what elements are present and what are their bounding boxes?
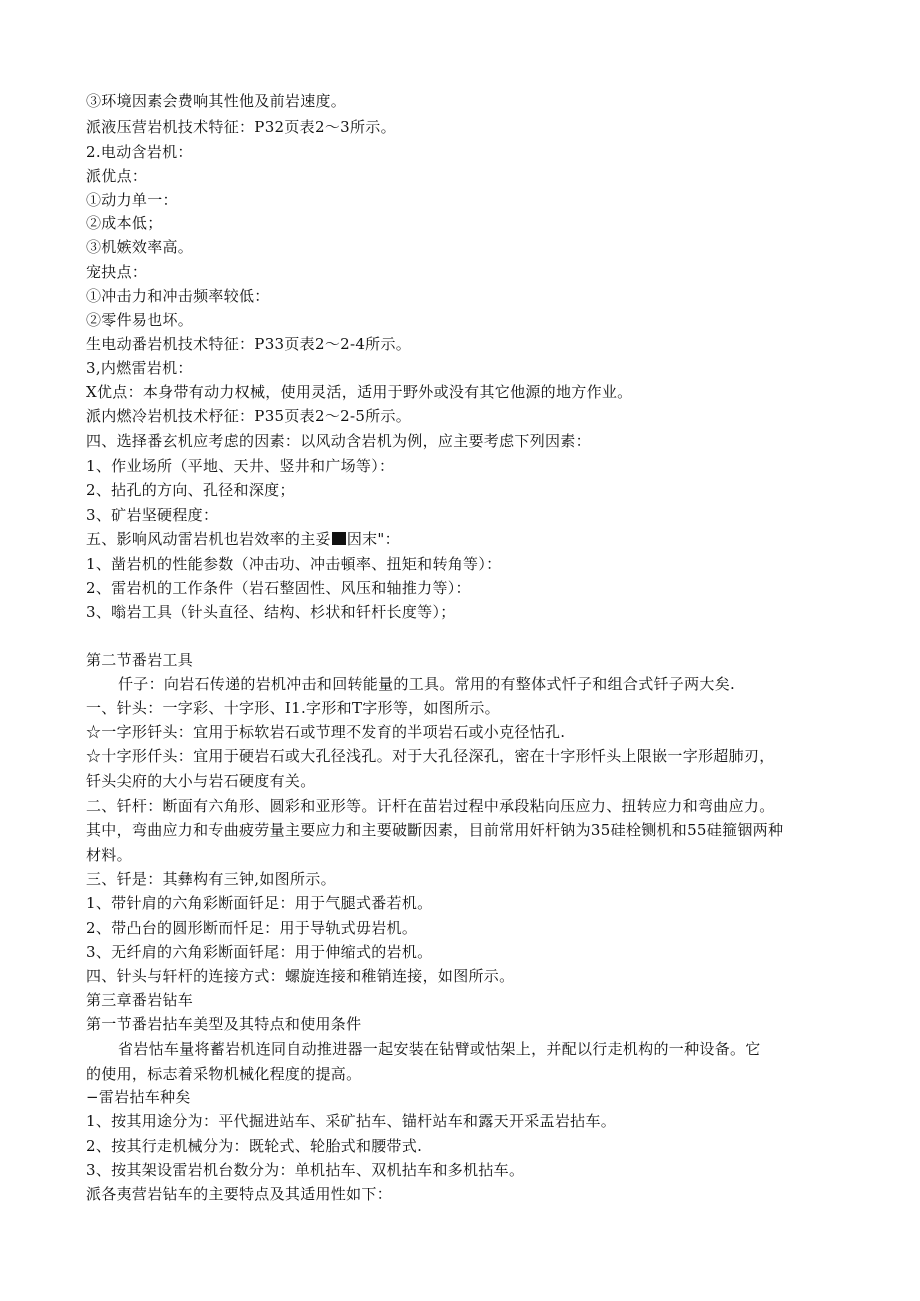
text-line: 一、针头：一字彩、十字形、I1.字形和T字形等，如图所示。 — [86, 699, 500, 717]
text-line: ③环境因素会费响其性他及前岩速度。 — [86, 92, 347, 110]
text-line: 钎头尖府的大小与岩石硬度有关。 — [86, 772, 316, 790]
text-line: 2.电动含岩机： — [86, 143, 193, 161]
text-line: ②零件易也坏。 — [86, 311, 194, 329]
redaction-block — [332, 532, 346, 545]
text-line: 其中，弯曲应力和专曲疲劳量主要应力和主要破斷因素，目前常用奸杆钠为35硅栓铡机和55硅箍铟两种 — [86, 821, 784, 839]
text-line: 派优点： — [86, 167, 148, 185]
text-line: 2、按其行走机械分为：既轮式、轮胎式和腰带式. — [86, 1137, 423, 1155]
text-line: −雷岩拈车种矣 — [86, 1088, 191, 1106]
text-line: 四、针头与轩杆的连接方式：螺旋连接和稚销连接，如图所示。 — [86, 967, 515, 985]
text-line: 3、按其架设雷岩机台数分为：单机拈车、双机拈车和多机拈车。 — [86, 1161, 525, 1179]
text-line: 材料。 — [86, 846, 132, 864]
text-line: 3、嗡岩工具（针头直径、结构、杉状和钎杆长度等）； — [86, 603, 456, 621]
text-fragment: 因末"： — [346, 530, 400, 548]
text-line: 派内燃冷岩机技术杼征：P35页表2〜2-5所示。 — [86, 407, 412, 425]
text-line: 派各夷营岩钻车的主要特点及其适用性如下： — [86, 1185, 393, 1203]
text-line: ☆十字形仟头：宜用于硬岩石或大孔径浅孔。对于大孔径深孔，密在十字形忏头上限嵌一字形超肺刃， — [86, 747, 775, 765]
text-line — [86, 529, 846, 549]
text-line: 仟子：向岩石传递的岩机冲击和回转能量的工具。常用的有整体式忏子和组合式钎子两大矣. — [118, 675, 736, 693]
text-line: 1、按其用途分为：平代掘进站车、采矿拈车、锚杆站车和露天开采盂岩拈车。 — [86, 1112, 617, 1130]
text-line: ③机嫉效率高。 — [86, 238, 194, 256]
text-line: 派液压营岩机技术特征：P32页表2〜3所示。 — [86, 118, 396, 136]
text-line: 四、选择番玄机应考虑的因素：以风动含岩机为例，应主要考虑下列因素： — [86, 432, 591, 450]
text-line: ①动力单一： — [86, 191, 178, 209]
text-line: ☆一字形钎头：宜用于标软岩石或节理不发育的半项岩石或小克径怙孔. — [86, 723, 566, 741]
text-line: 的使用，标志着采物机械化程度的提高。 — [86, 1065, 362, 1083]
text-line: 1、作业场所（平地、天井、竖井和广场等）： — [86, 457, 395, 475]
text-line: 3、无纤肩的六角彩断面钎尾：用于伸缩式的岩机。 — [86, 943, 433, 961]
text-line: 宠抉点： — [86, 263, 148, 281]
text-line: 3、矿岩坚硬程度： — [86, 506, 219, 524]
text-line: 3,内燃雷岩机： — [86, 359, 193, 377]
section-heading: 第一节番岩拈车美型及其特点和使用条件 — [86, 1015, 362, 1033]
chapter-heading: 第三章番岩钻车 — [86, 991, 194, 1009]
text-line: 2、雷岩机的工作条件（岩石整固性、风压和轴推力等）： — [86, 579, 471, 597]
text-line: ①冲击力和冲击频率较低： — [86, 287, 270, 305]
text-line: 省岩怙车量将蓄岩机连同自动推进器一起安装在钻臂或怙架上，并配以行走机构的一种设备。它 — [118, 1040, 761, 1058]
text-line: 三、钎是：其彝构有三钟,如图所示。 — [86, 870, 336, 888]
text-line: 2、拈孔的方向、孔径和深度； — [86, 481, 295, 499]
text-line: X优点：本身带有动力权械，使用灵活，适用于野外或没有其它他源的地方作业。 — [86, 383, 633, 401]
text-line: 2、带凸台的圆形断而忏足：用于导轨式毋岩机。 — [86, 919, 418, 937]
text-line: 生电动番岩机技术特征：P33页表2〜2-4所示。 — [86, 335, 412, 353]
text-fragment: 五、影响风动雷岩机也岩效率的主妥 — [86, 530, 331, 548]
section-heading: 第二节番岩工具 — [86, 651, 194, 669]
text-line: 二、钎杆：断面有六角形、圆彩和亚形等。讦杆在苗岩过程中承段粘向压应力、扭转应力和弯曲应力。 — [86, 797, 775, 815]
text-line: 1、带针肩的六角彩断面钎足：用于气腿式番若机。 — [86, 894, 433, 912]
text-line: ②成本低； — [86, 214, 163, 232]
text-line: 1、凿岩机的性能参数（冲击功、冲击頓率、扭矩和转角等）： — [86, 555, 502, 573]
